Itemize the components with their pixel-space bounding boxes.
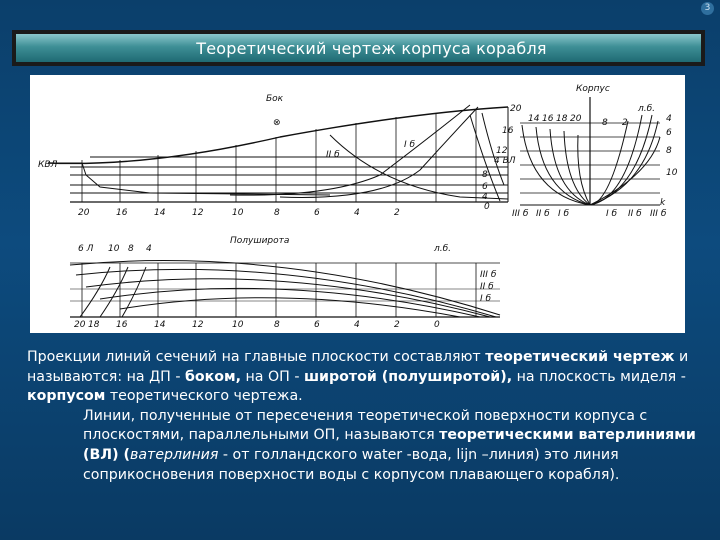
hb-tick-20: 20 [74,320,86,330]
stem-station-12: 12 [496,146,508,156]
hb-tick-12: 12 [192,320,204,330]
hb-tick-2: 2 [394,320,400,330]
stem-wl-6: 6 [482,182,488,192]
half-breadth-label: Полуширота [230,236,290,246]
body-buttock-2l: II б [536,209,550,219]
body-buttock-1l: I б [558,209,570,219]
side-tick-8: 8 [274,208,280,218]
body-buttock-3r: III б [650,209,667,219]
body-wl-6: 6 [666,128,672,138]
stem-wl-8: 8 [482,170,488,180]
slide-title: Теоретический чертеж корпуса корабля [196,38,547,58]
body-side-8: 8 [602,118,608,128]
stem-wl-4vl: 4 ВЛ [494,156,516,166]
hb-tick-16: 16 [116,320,128,330]
half-breadth-view [70,261,500,317]
side-view-label: Бок [266,94,284,104]
side-tick-4: 4 [354,208,360,218]
side-tick-12: 12 [192,208,204,218]
body-buttock-2r: II б [628,209,642,219]
body-corner-mark: k [660,198,666,208]
hb-wl-8: 8 [128,244,134,254]
hb-wl-10: 10 [108,244,120,254]
ship-lines-drawing [30,75,685,333]
body-plan-label: Корпус [576,84,610,94]
body-buttock-3l: III б [512,209,529,219]
side-tick-20: 20 [78,208,90,218]
hb-wl-4: 4 [146,244,152,254]
hb-wl-6: 6 Л [78,244,94,254]
buttock-label-1: I б [404,140,416,150]
hb-tick-14: 14 [154,320,166,330]
body-wl-4: 4 [666,114,672,124]
stem-station-16: 16 [502,126,514,136]
body-station-20: 20 [570,114,582,124]
side-tick-6: 6 [314,208,320,218]
paragraph-1: Проекции линий сечений на главные плоскости составляют теоретический чертеж и называются: на ДП - боком, на ОП - широтой (полуширотой), на плоскость миделя - корпусом теоретического чертежа. [27,349,689,405]
page-number: 3 [701,2,714,15]
hb-tick-8: 8 [274,320,280,330]
hb-tick-10: 10 [232,320,244,330]
side-tick-14: 14 [154,208,166,218]
hb-tick-18: 18 [88,320,100,330]
lines-plan-svg [30,75,685,333]
hb-side-label: л.б. [434,244,452,254]
hb-buttock-3: III б [480,270,497,280]
body-station-18: 18 [556,114,568,124]
stem-wl-0: 0 [484,202,490,212]
body-side-2: 2 [622,118,628,128]
side-tick-16: 16 [116,208,128,218]
midship-mark: ⊗ [273,118,281,128]
side-tick-10: 10 [232,208,244,218]
slide-title-bar [12,30,705,66]
stem-station-20: 20 [510,104,522,114]
hb-buttock-2: II б [480,282,494,292]
hb-tick-4: 4 [354,320,360,330]
slide-body-text [27,348,699,485]
hb-tick-6: 6 [314,320,320,330]
body-station-16: 16 [542,114,554,124]
waterline-label: КВЛ [38,160,58,170]
hb-buttock-1: I б [480,294,492,304]
side-tick-2: 2 [394,208,400,218]
hb-tick-0: 0 [434,320,440,330]
buttock-label-2: II б [326,150,340,160]
paragraph-2: Линии, полученные от пересечения теоретической поверхности корпуса с плоскостями, параллельными ОП, называются теоретическими ватерлиниями (ВЛ) (ватерлиния - от голландского water -вода, lijn –линия) это линия соприкосновения поверхности воды с корпусом плавающего корабля). [83,407,696,483]
body-wl-8: 8 [666,146,672,156]
stem-wl-4: 4 [482,192,488,202]
body-wl-10: 10 [666,168,678,178]
body-buttock-1r: I б [606,209,618,219]
body-side-label: л.б. [638,104,656,114]
body-station-14: 14 [528,114,540,124]
